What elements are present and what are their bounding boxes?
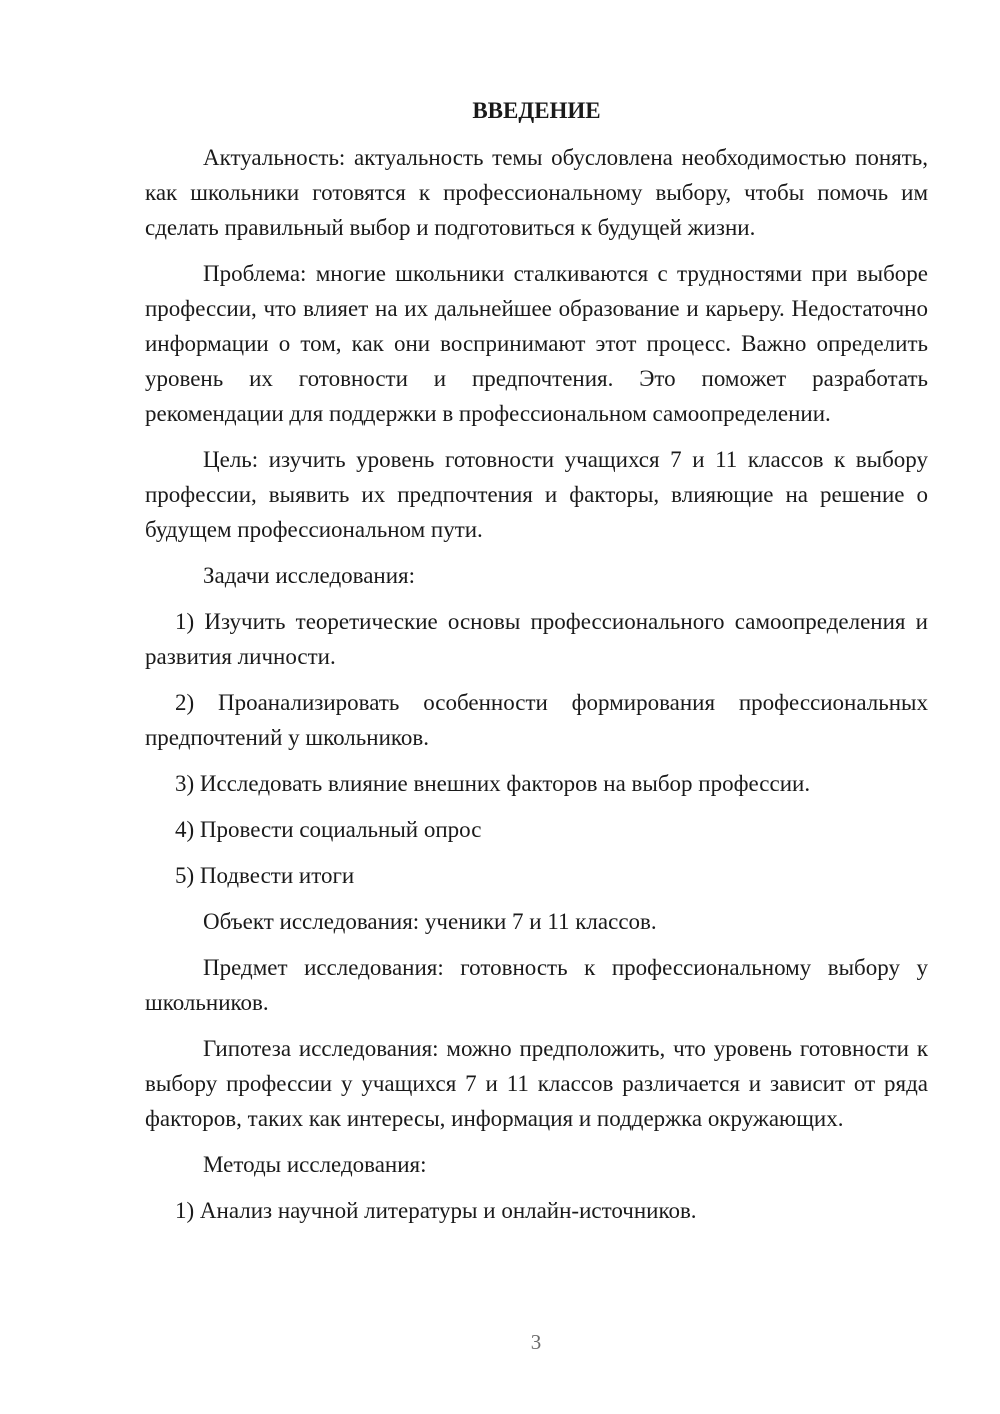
task-item-1: 1) Изучить теоретические основы профессионального самоопределения и развития личности.: [145, 609, 928, 669]
task-item-5: 5) Подвести итоги: [175, 863, 355, 888]
page-number: 3: [530, 1330, 542, 1354]
page-content: [145, 93, 928, 1239]
task-item-4: 4) Провести социальный опрос: [175, 817, 482, 842]
hypothesis-paragraph: Гипотеза исследования: можно предположить, что уровень готовности к выбору профессии у учащихся 7 и 11 классов различается и зависит от ряда факторов, таких как интересы, информация и поддержка окружающих.: [145, 1036, 928, 1131]
object-paragraph: Объект исследования: ученики 7 и 11 классов.: [203, 909, 657, 934]
task-item-2: 2) Проанализировать особенности формирования профессиональных предпочтений у школьников.: [145, 690, 928, 750]
page-title: ВВЕДЕНИЕ: [472, 98, 601, 123]
methods-label: Методы исследования:: [203, 1152, 427, 1177]
goal-paragraph: Цель: изучить уровень готовности учащихся 7 и 11 классов к выбору профессии, выявить их предпочтения и факторы, влияющие на решение о будущем профессиональном пути.: [145, 447, 928, 542]
subject-paragraph: Предмет исследования: готовность к профессиональному выбору у школьников.: [145, 955, 928, 1015]
tasks-label: Задачи исследования:: [203, 563, 416, 588]
problem-paragraph: Проблема: многие школьники сталкиваются с трудностями при выборе профессии, что влияет на их дальнейшее образование и карьеру. Недостаточно информации о том, как они воспринимают этот процесс. Важно определить уровень их готовности и предпочтения. Это поможет разработать рекомендации для поддержки в профессиональном самоопределении.: [145, 261, 928, 426]
task-item-3: 3) Исследовать влияние внешних факторов на выбор профессии.: [175, 771, 811, 796]
method-item-1: 1) Анализ научной литературы и онлайн-источников.: [175, 1198, 697, 1223]
relevance-paragraph: Актуальность: актуальность темы обусловлена необходимостью понять, как школьники готовятся к профессиональному выбору, чтобы помочь им сделать правильный выбор и подготовиться к будущей жизни.: [145, 145, 928, 240]
